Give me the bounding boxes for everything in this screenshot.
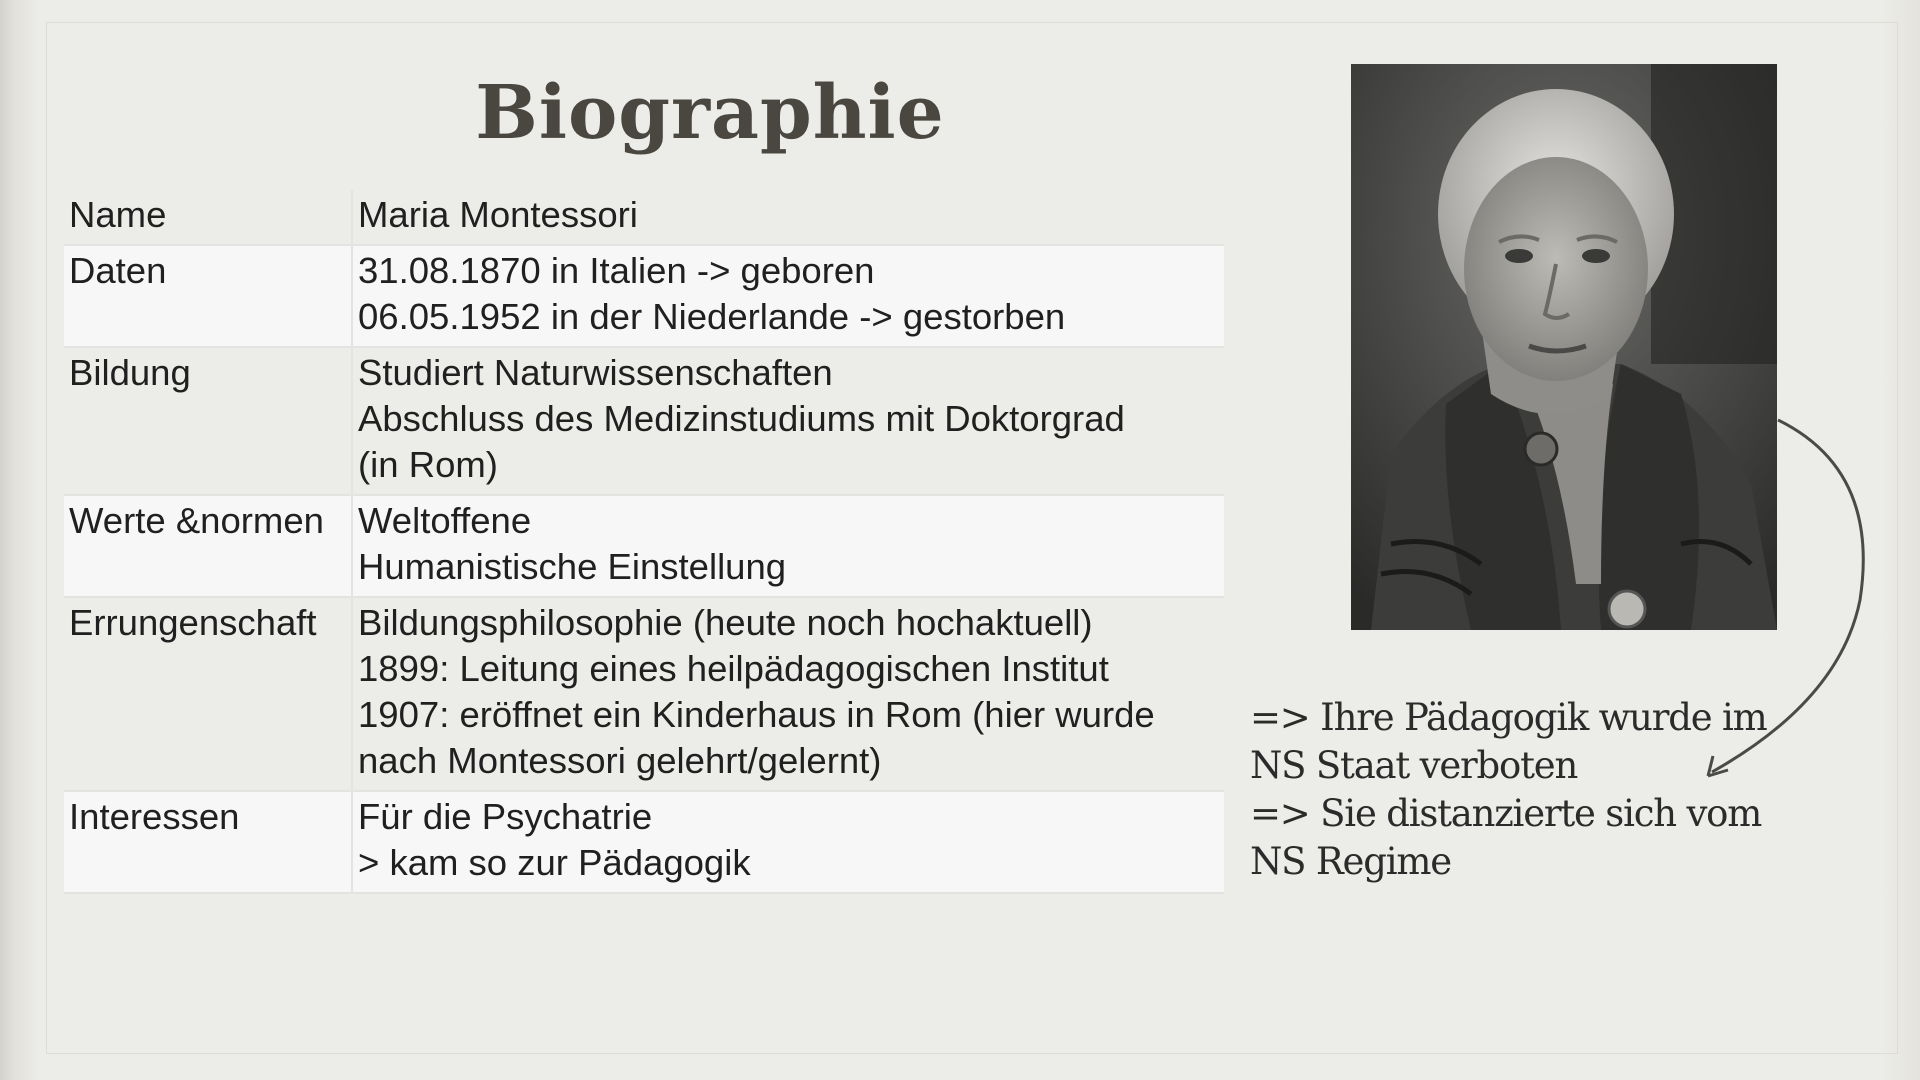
- row-label: Name: [69, 194, 167, 235]
- value-line: Für die Psychatrie: [358, 796, 653, 837]
- row-label: Interessen: [64, 791, 352, 893]
- value-line: 31.08.1870 in Italien -> geboren: [358, 250, 875, 291]
- note-text: [1250, 694, 1780, 886]
- value-line: > kam so zur Pädagogik: [358, 842, 751, 883]
- row-label: Bildung: [69, 352, 191, 393]
- value-line: Maria Montessori: [358, 194, 638, 235]
- value-line: Studiert Naturwissenschaften: [358, 352, 833, 393]
- note-line: => Sie distanzierte sich vom: [1250, 792, 1762, 835]
- value-line: Bildungsphilosophie (heute noch hochaktuell): [358, 602, 1093, 643]
- note-line: NS Staat verboten: [1250, 744, 1578, 787]
- value-line: 1899: Leitung eines heilpädagogischen Institut: [358, 648, 1109, 689]
- row-label: Werte &normen: [64, 495, 352, 597]
- value-line: Humanistische Einstellung: [358, 546, 787, 587]
- value-line: 06.05.1952 in der Niederlande -> gestorben: [358, 296, 1066, 337]
- value-line: 1907: eröffnet ein Kinderhaus in Rom (hier wurde: [358, 694, 1155, 735]
- note-line: NS Regime: [1250, 840, 1451, 883]
- value-line: nach Montessori gelehrt/gelernt): [358, 740, 882, 781]
- value-line: (in Rom): [358, 444, 498, 485]
- value-line: Weltoffene: [358, 500, 532, 541]
- note-line: => Ihre Pädagogik wurde im: [1250, 696, 1767, 739]
- row-label: Daten: [64, 245, 352, 347]
- value-line: Abschluss des Medizinstudiums mit Doktorgrad: [358, 398, 1125, 439]
- row-label: Errungenschaft: [69, 602, 317, 643]
- slide-title: Biographie: [475, 70, 945, 156]
